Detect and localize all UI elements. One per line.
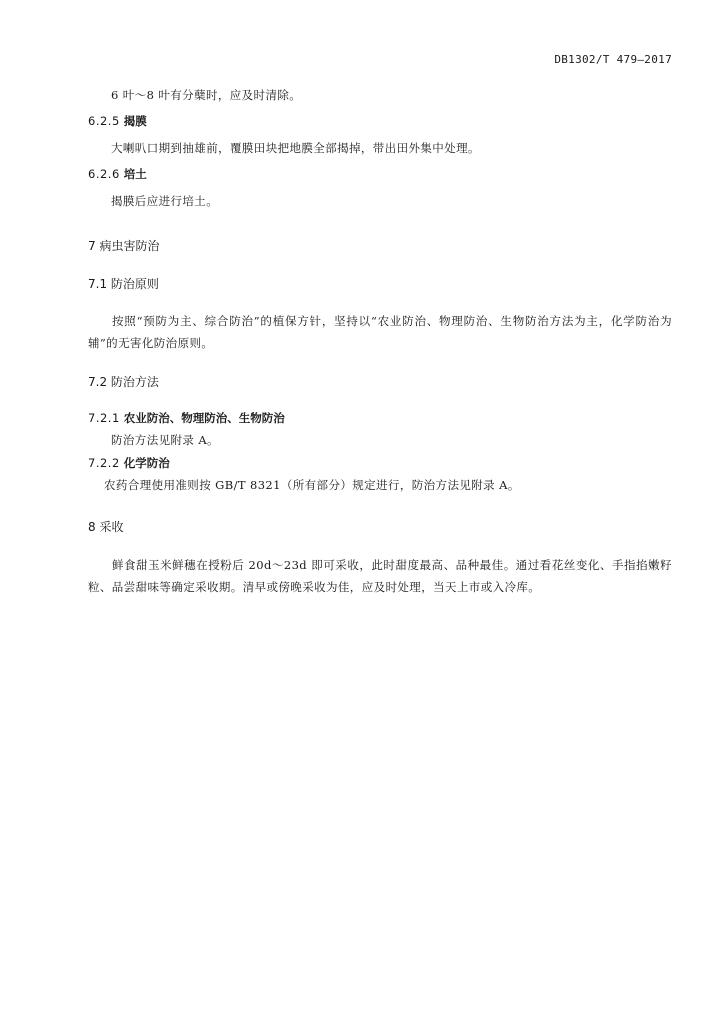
paragraph-6-2-6: 揭膜后应进行培土。 (111, 194, 219, 208)
section-7-2-2-heading (88, 455, 170, 471)
paragraph-6-2-5: 大喇叭口期到抽雄前，覆膜田块把地膜全部揭掉，带出田外集中处理。 (111, 141, 480, 155)
section-title: 培土 (123, 167, 147, 181)
paragraph-7-1: 按照“预防为主、综合防治”的植保方针，坚持以“农业防治、物理防治、生物防治方法为主，化学防治为辅”的无害化防治原则。 (88, 314, 672, 350)
section-number: 7.2.1 (88, 411, 120, 425)
section-6-2-5-heading (88, 113, 147, 129)
section-number: 6.2.5 (88, 114, 120, 128)
section-7-2-heading: 7.2 防治方法 (88, 375, 159, 389)
section-7-heading: 7 病虫害防治 (88, 239, 160, 253)
paragraph-7-2-1: 防治方法见附录 A。 (111, 433, 219, 447)
section-7-2-1-heading (88, 410, 285, 426)
section-title: 化学防治 (123, 456, 170, 470)
document-id-header: DB1302/T 479—2017 (554, 53, 672, 66)
section-7-1-heading: 7.1 防治原则 (88, 277, 159, 291)
paragraph-6-2-4-continuation: 6 叶～8 叶有分蘖时，应及时清除。 (111, 88, 302, 102)
section-number: 7.2.2 (88, 456, 120, 470)
section-number: 6.2.6 (88, 167, 120, 181)
paragraph-7-2-2: 农药合理使用准则按 GB/T 8321（所有部分）规定进行，防治方法见附录 A。 (104, 478, 520, 492)
section-title: 农业防治、物理防治、生物防治 (123, 411, 285, 425)
section-title: 揭膜 (123, 114, 147, 128)
section-8-heading: 8 采收 (88, 520, 124, 534)
section-6-2-6-heading (88, 166, 147, 182)
paragraph-8: 鲜食甜玉米鲜穗在授粉后 20d～23d 即可采收，此时甜度最高、品种最佳。通过看花丝变化、手指掐嫩籽粒、品尝甜味等确定采收期。清早或傍晚采收为佳，应及时处理，当天上市或入冷库。 (88, 558, 672, 594)
